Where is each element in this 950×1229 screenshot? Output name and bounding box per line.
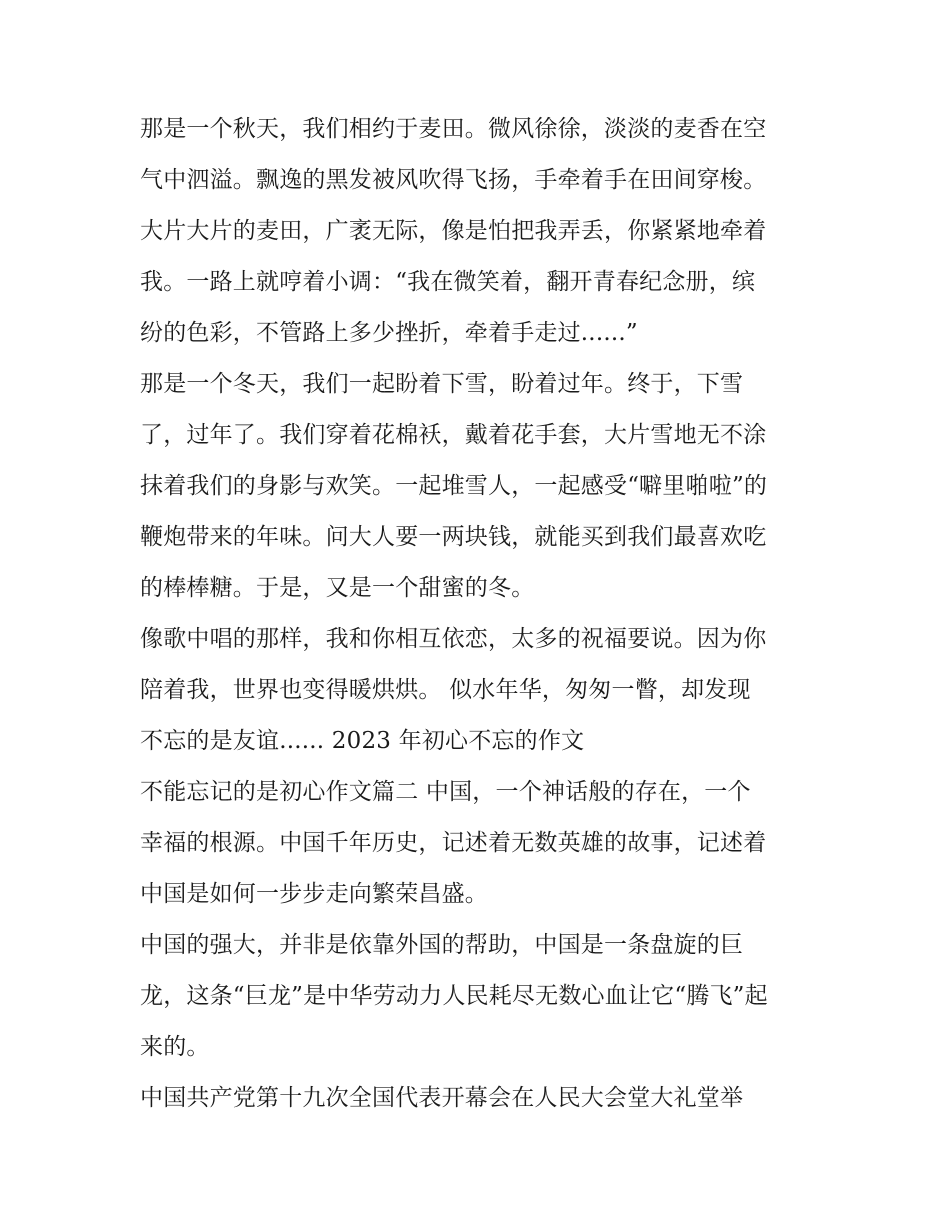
text-line: 不能忘记的是初心作文篇二 中国，一个神话般的存在，一个 (140, 779, 751, 805)
text-line: 我。一路上就哼着小调：“我在微笑着，翻开青春纪念册，缤 (140, 269, 756, 295)
text-line: 幸福的根源。中国千年历史，记述着无数英雄的故事，记述着 (140, 830, 767, 856)
text-line: 来的。 (140, 1034, 210, 1060)
text-line: 像歌中唱的那样，我和你相互依恋，太多的祝福要说。因为你 (140, 626, 767, 652)
text-line: 陪着我，世界也变得暖烘烘。 似水年华，匆匆一瞥，却发现 (140, 677, 751, 703)
text-line: 抹着我们的身影与欢笑。一起堆雪人，一起感受“噼里啪啦”的 (140, 473, 768, 499)
text-line: 龙，这条“巨龙”是中华劳动力人民耗尽无数心血让它“腾飞”起 (140, 983, 768, 1009)
text-line: 了，过年了。我们穿着花棉袄，戴着花手套，大片雪地无不涂 (140, 422, 767, 448)
text-line: 鞭炮带来的年味。问大人要一两块钱，就能买到我们最喜欢吃 (140, 524, 767, 550)
text-line: 那是一个秋天，我们相约于麦田。微风徐徐，淡淡的麦香在空 (140, 116, 767, 142)
text-line: 中国的强大，并非是依靠外国的帮助，中国是一条盘旋的巨 (140, 932, 744, 958)
text-line: 纷的色彩，不管路上多少挫折，牵着手走过......” (140, 320, 638, 346)
text-line: 气中泗溢。飘逸的黑发被风吹得飞扬，手牵着手在田间穿梭。 (140, 167, 767, 193)
text-line: 中国是如何一步步走向繁荣昌盛。 (140, 881, 488, 907)
text-line: 的棒棒糖。于是，又是一个甜蜜的冬。 (140, 575, 535, 601)
text-line: 不忘的是友谊...... 2023 年初心不忘的作文 (140, 728, 585, 754)
document-body (140, 104, 820, 1124)
text-line: 中国共产党第十九次全国代表开幕会在人民大会堂大礼堂举 (140, 1085, 744, 1111)
text-line: 大片大片的麦田，广袤无际，像是怕把我弄丢，你紧紧地牵着 (140, 218, 767, 244)
text-line: 那是一个冬天，我们一起盼着下雪，盼着过年。终于，下雪 (140, 371, 744, 397)
